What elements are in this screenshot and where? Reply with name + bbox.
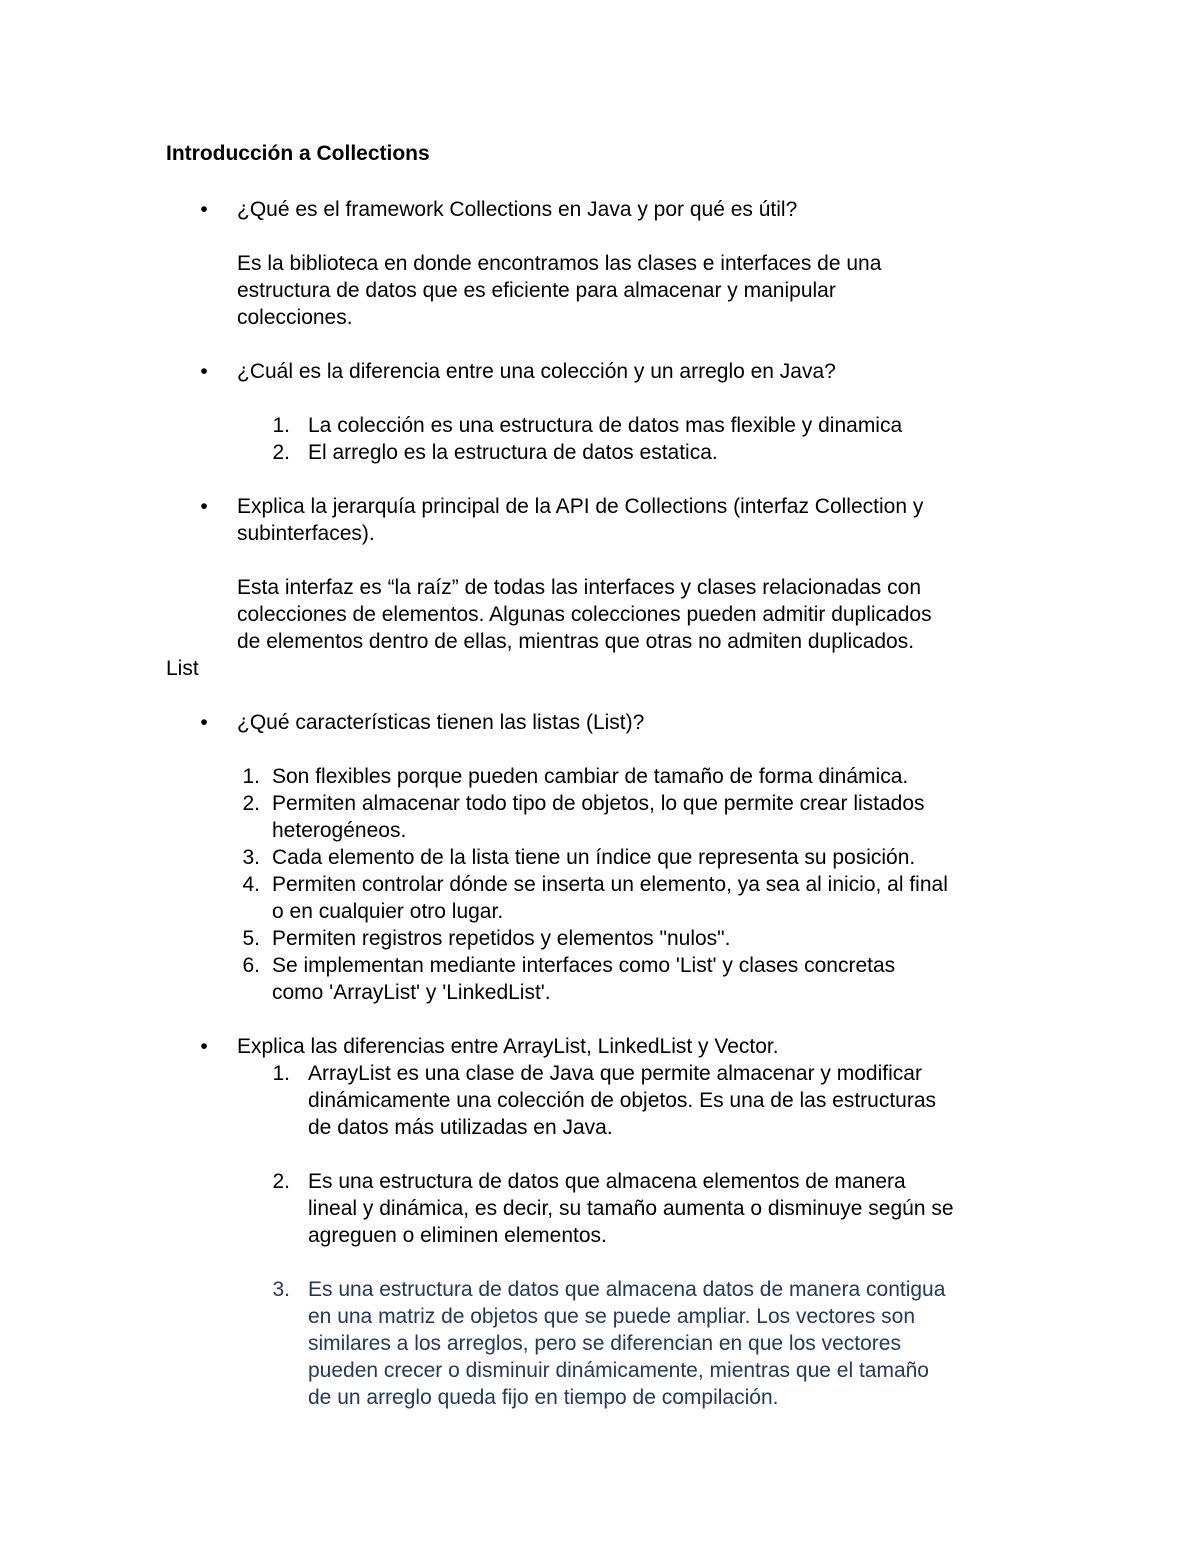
q5-item-2-text-line-2: lineal y dinámica, es decir, su tamaño aumenta o disminuye según se [308, 1197, 954, 1220]
q4-item-3-text: Cada elemento de la lista tiene un índice que representa su posición. [272, 846, 916, 869]
q4-item-2-number: 2. [242, 792, 260, 815]
q5-item-3-number: 3. [272, 1278, 290, 1301]
q4-item-4-text-line-2: o en cualquier otro lugar. [272, 900, 504, 923]
q4-item-6-text-line-2: como 'ArrayList' y 'LinkedList'. [272, 981, 551, 1004]
answer-3-line-3: de elementos dentro de ellas, mientras que otras no admiten duplicados. [237, 630, 915, 653]
q5-item-3-text-line-3: similares a los arreglos, pero se diferencian en que los vectores [308, 1332, 901, 1355]
answer-1-line-3: colecciones. [237, 306, 353, 329]
question-2: ¿Cuál es la diferencia entre una colección y un arreglo en Java? [237, 360, 836, 383]
q2-item-2-text: El arreglo es la estructura de datos estatica. [308, 441, 718, 464]
q5-item-3-text-line-4: pueden crecer o disminuir dinámicamente, mientras que el tamaño [308, 1359, 929, 1382]
q5-item-3-text-line-1: Es una estructura de datos que almacena datos de manera contigua [308, 1278, 946, 1301]
q4-item-5-text: Permiten registros repetidos y elementos "nulos". [272, 927, 731, 950]
bullet-q3: • [200, 495, 208, 518]
q5-item-1-text-line-3: de datos más utilizadas en Java. [308, 1116, 613, 1139]
q4-item-6-text-line-1: Se implementan mediante interfaces como 'List' y clases concretas [272, 954, 896, 977]
q5-item-3-text-line-5: de un arreglo queda fijo en tiempo de compilación. [308, 1386, 779, 1409]
q4-item-5-number: 5. [242, 927, 260, 950]
q5-item-1-text-line-2: dinámicamente una colección de objetos. Es una de las estructuras [308, 1089, 937, 1112]
q5-item-1-text-line-1: ArrayList es una clase de Java que permite almacenar y modificar [308, 1062, 922, 1085]
q5-item-2-text-line-3: agreguen o eliminen elementos. [308, 1224, 607, 1247]
q2-item-1-number: 1. [272, 414, 290, 437]
answer-3-line-1: Esta interfaz es “la raíz” de todas las interfaces y clases relacionadas con [237, 576, 921, 599]
question-3-line-2: subinterfaces). [237, 522, 375, 545]
answer-1-line-1: Es la biblioteca en donde encontramos las clases e interfaces de una [237, 252, 882, 275]
q2-item-2-number: 2. [272, 441, 290, 464]
q2-item-1-text: La colección es una estructura de datos mas flexible y dinamica [308, 414, 903, 437]
q4-item-4-text-line-1: Permiten controlar dónde se inserta un elemento, ya sea al inicio, al final [272, 873, 948, 896]
q4-item-2-text-line-2: heterogéneos. [272, 819, 407, 842]
q4-item-6-number: 6. [242, 954, 260, 977]
section-heading-list: List [166, 657, 199, 680]
question-5: Explica las diferencias entre ArrayList, LinkedList y Vector. [237, 1035, 779, 1058]
document-title: Introducción a Collections [166, 142, 430, 165]
bullet-q5: • [200, 1035, 208, 1058]
question-4: ¿Qué características tienen las listas (List)? [237, 711, 645, 734]
answer-3-line-2: colecciones de elementos. Algunas colecciones pueden admitir duplicados [237, 603, 932, 626]
q4-item-3-number: 3. [242, 846, 260, 869]
bullet-q4: • [200, 711, 208, 734]
question-3-line-1: Explica la jerarquía principal de la API de Collections (interfaz Collection y [237, 495, 924, 518]
q5-item-3-text-line-2: en una matriz de objetos que se puede ampliar. Los vectores son [308, 1305, 916, 1328]
q4-item-2-text-line-1: Permiten almacenar todo tipo de objetos, lo que permite crear listados [272, 792, 925, 815]
q4-item-1-text: Son flexibles porque pueden cambiar de tamaño de forma dinámica. [272, 765, 909, 788]
answer-1-line-2: estructura de datos que es eficiente para almacenar y manipular [237, 279, 836, 302]
q5-item-2-number: 2. [272, 1170, 290, 1193]
q5-item-2-text-line-1: Es una estructura de datos que almacena elementos de manera [308, 1170, 906, 1193]
q4-item-4-number: 4. [242, 873, 260, 896]
question-1: ¿Qué es el framework Collections en Java y por qué es útil? [237, 198, 798, 221]
q4-item-1-number: 1. [242, 765, 260, 788]
bullet-q2: • [200, 360, 208, 383]
bullet-q1: • [200, 198, 208, 221]
q5-item-1-number: 1. [272, 1062, 290, 1085]
